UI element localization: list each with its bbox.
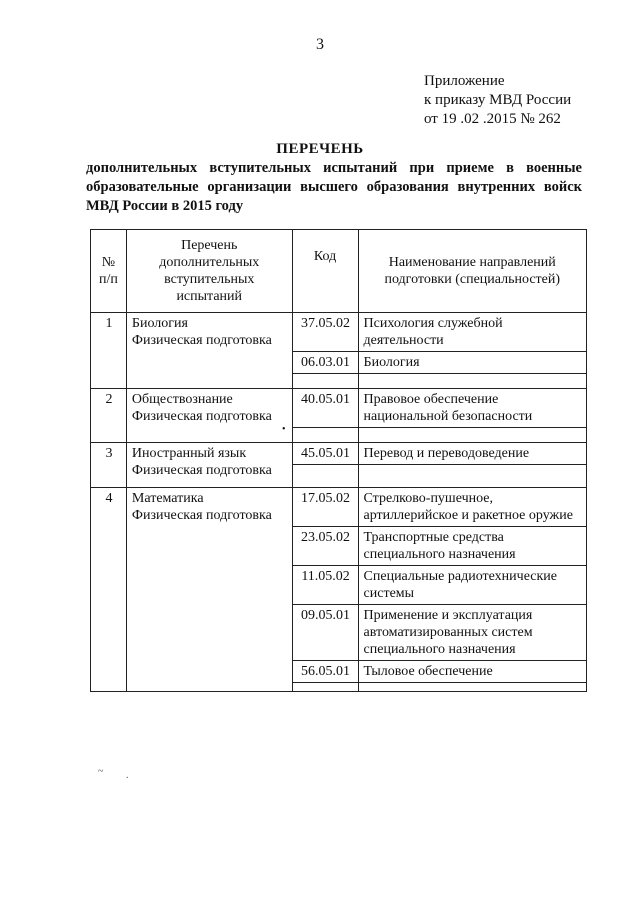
row-subjects xyxy=(126,313,292,389)
header-tests-line: вступительных xyxy=(164,272,255,287)
header-num-line: № xyxy=(101,255,116,270)
header-direction xyxy=(358,230,586,313)
appendix-line-1: Приложение xyxy=(424,73,505,89)
row-number: 4 xyxy=(91,488,127,692)
empty-cell xyxy=(292,374,358,389)
row-code: 09.05.01 xyxy=(292,605,358,661)
row-code: 56.05.01 xyxy=(292,661,358,683)
header-tests xyxy=(126,230,292,313)
empty-cell xyxy=(292,465,358,488)
subject: Физическая подготовка xyxy=(131,333,272,348)
header-code-text: Код xyxy=(313,249,337,264)
empty-cell xyxy=(292,683,358,692)
row-direction: Правовое обеспечение национальной безопасности xyxy=(358,389,586,428)
scan-speck: . xyxy=(126,770,129,781)
subtitle-line-2: образовательные организации высшего образования внутренних войск xyxy=(86,179,582,195)
header-num-line: п/п xyxy=(99,272,118,287)
table-row xyxy=(91,389,587,428)
appendix-line-3: от 19 .02 .2015 № 262 xyxy=(424,111,561,127)
scan-speck: • xyxy=(282,424,286,435)
appendix-note xyxy=(424,72,571,129)
empty-cell xyxy=(358,374,586,389)
row-direction: Психология служебной деятельности xyxy=(358,313,586,352)
row-direction: Применение и эксплуатация автоматизированных систем специального назначения xyxy=(358,605,586,661)
page-number: 3 xyxy=(316,36,324,53)
row-direction: Перевод и переводоведение xyxy=(358,443,586,465)
row-subjects xyxy=(126,389,292,443)
empty-cell xyxy=(358,465,586,488)
row-code: 37.05.02 xyxy=(292,313,358,352)
row-direction: Стрелково-пушечное, артиллерийское и ракетное оружие xyxy=(358,488,586,527)
row-direction: Тыловое обеспечение xyxy=(358,661,586,683)
subject: Физическая подготовка xyxy=(131,463,272,478)
table-row xyxy=(91,313,587,352)
row-code: 17.05.02 xyxy=(292,488,358,527)
subtitle-line-3: МВД России в 2015 году xyxy=(86,198,244,214)
row-code: 40.05.01 xyxy=(292,389,358,428)
header-direction-line: Наименование направлений xyxy=(388,255,556,270)
row-subjects xyxy=(126,443,292,488)
subject: Иностранный язык xyxy=(131,446,247,461)
header-code xyxy=(292,230,358,313)
header-direction-line: подготовки (специальностей) xyxy=(384,272,561,287)
row-code: 06.03.01 xyxy=(292,352,358,374)
header-tests-line: Перечень xyxy=(181,238,238,253)
row-code: 45.05.01 xyxy=(292,443,358,465)
row-direction: Специальные радиотехнические системы xyxy=(358,566,586,605)
row-direction: Транспортные средства специального назначения xyxy=(358,527,586,566)
subject: Физическая подготовка xyxy=(131,409,272,424)
subtitle-line-1: дополнительных вступительных испытаний при приеме в военные xyxy=(86,160,582,176)
table-row xyxy=(91,488,587,527)
header-tests-line: испытаний xyxy=(176,289,243,304)
document-title: ПЕРЕЧЕНЬ xyxy=(276,141,364,157)
header-num xyxy=(91,230,127,313)
scan-speck: ~ xyxy=(98,766,104,777)
appendix-line-2: к приказу МВД России xyxy=(424,92,572,108)
subject: Математика xyxy=(131,491,204,506)
subject: Физическая подготовка xyxy=(131,508,272,523)
row-subjects xyxy=(126,488,292,692)
subject: Обществознание xyxy=(131,392,233,407)
tests-table xyxy=(90,229,587,692)
table-header-row xyxy=(91,230,587,313)
row-code: 11.05.02 xyxy=(292,566,358,605)
row-code: 23.05.02 xyxy=(292,527,358,566)
table-row xyxy=(91,443,587,465)
row-number: 3 xyxy=(91,443,127,488)
row-number: 2 xyxy=(91,389,127,443)
header-tests-line: дополнительных xyxy=(159,255,260,270)
row-direction: Биология xyxy=(358,352,586,374)
empty-cell xyxy=(292,428,358,443)
subject: Биология xyxy=(131,316,188,331)
empty-cell xyxy=(358,428,586,443)
row-number: 1 xyxy=(91,313,127,389)
document-subtitle xyxy=(86,159,582,216)
empty-cell xyxy=(358,683,586,692)
